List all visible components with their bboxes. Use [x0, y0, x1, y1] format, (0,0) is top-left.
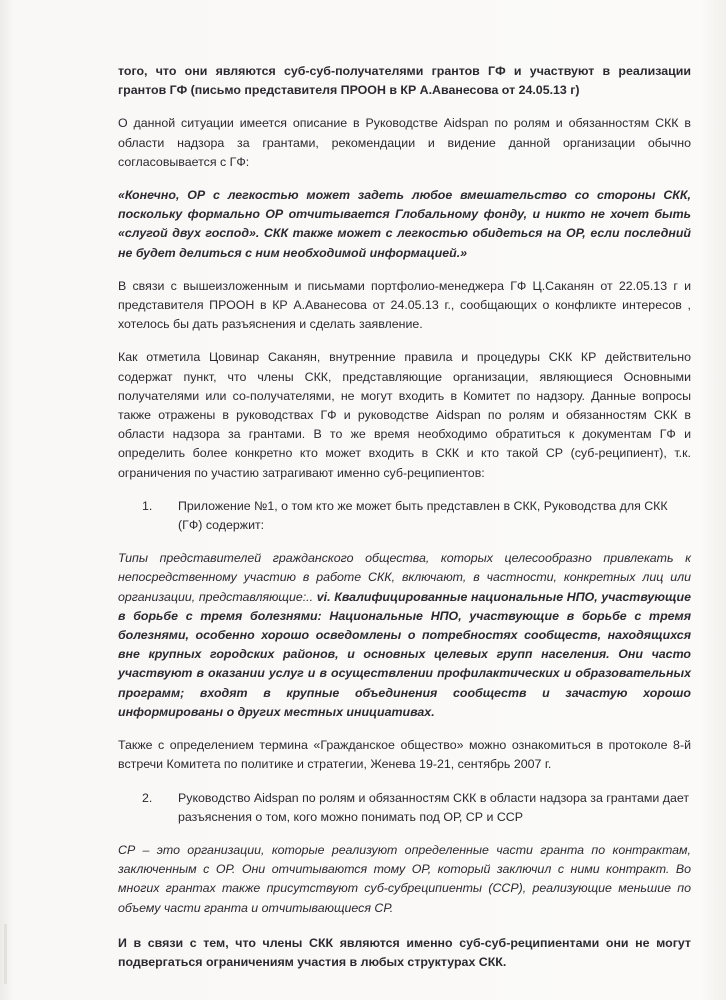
- paragraph-intro: того, что они являются суб-суб-получателями грантов ГФ и участвуют в реализации грантов ГФ (письмо представителя ПРООН в КР А.Аванесова от 24.05.13 г): [118, 64, 691, 98]
- list-item-2-text: Руководство Aidspan по ролям и обязанностям СКК в области надзора за грантами дает разъяснения о том, кого можно понимать под ОР, СР и ССР: [178, 790, 690, 824]
- paragraph-conclusion: И в связи с тем, что члены СКК являются именно суб-суб-реципиентами они не могут подвергаться ограничениям участия в любых структурах СКК.: [118, 935, 691, 969]
- paragraph-civil-society-definition: Также с определением термина «Гражданское общество» можно ознакомиться в протоколе 8-й встречи Комитета по политике и стратегии, Женева 19-21, сентябрь 2007 г.: [118, 738, 691, 772]
- paragraph-civil-society-types: [118, 549, 691, 722]
- list-item-1-number: 1.: [142, 498, 153, 513]
- paragraph-quote: «Конечно, ОР с легкостью может задеть любое вмешательство со стороны СКК, поскольку формально ОР отчитывается Глобальному фонду, и никто не хочет быть «слугой двух господ». СКК также может с легкостью обидеться на ОР, если последний не будет делиться с ним необходимой информацией.»: [118, 188, 691, 260]
- civil-society-types-italic: Типы представителей гражданского общества, которых целесообразно привлекать к непосредственному участию в работе СКК, включают, в частности, конкретных лиц или организации, представляющие:..: [118, 551, 691, 604]
- paragraph-sr-definition: СР – это организации, которые реализуют определенные части гранта по контрактам, заключенным с ОР. Они отчитываются тому ОР, который заключил с ними контракт. Во многих грантах также присутствуют суб-субреципиенты (ССР), реализующие меньшие по объему части гранта и отчитывающиеся СР.: [118, 842, 691, 915]
- civil-society-types-bold: vi. Квалифицированные национальные НПО, участвующие в борьбе с тремя болезнями: Национальные НПО, участвующие в борьбе с тремя болезнями, особенно хорошо осведомлены о потребностях сообществ, находящихся вне крупных городских районов, и основных целевых групп населения. Они часто участвуют в оказании услуг и в осуществлении профилактических и образовательных программ; входят в крупные объединения сообществ и зачастую хорошо информированы о других местных инициативах.: [118, 589, 691, 719]
- list-item-2-number: 2.: [142, 790, 153, 805]
- paragraph-rules: Как отметила Цовинар Саканян, внутренние правила и процедуры СКК КР действительно содержат пункт, что члены СКК, представляющие организации, являющиеся Основными получателями или со-получателями, не могут входить в Комитет по надзору. Данные вопросы также отражены в руководствах ГФ и руководстве Aidspan по ролям и обязанностям СКК в области надзора за грантами. В то же время необходимо обратиться к документам ГФ и определить более конкретно кто может входить в СКК и кто такой СР (суб-реципиент), т.к. ограничения по участию затрагивают именно суб-реципиентов:: [118, 350, 691, 480]
- paragraph-letters: В связи с вышеизложенным и письмами портфолио-менеджера ГФ Ц.Саканян от 22.05.13 г и представителя ПРООН в КР А.Аванесова от 24.05.13 г., сообщающих о конфликте интересов , хотелось бы дать разъяснения и сделать заявление.: [118, 278, 691, 332]
- scan-edge-mark: [4, 924, 7, 984]
- list-item-1: [142, 497, 691, 535]
- paragraph-aidspan-description: О данной ситуации имеется описание в Руководстве Aidspan по ролям и обязанностям СКК в области надзора за грантами, рекомендации и видение данной организации обычно согласовывается с ГФ:: [118, 116, 691, 169]
- list-item-2: [142, 789, 691, 827]
- document-body: [118, 62, 691, 972]
- list-item-1-text: Приложение №1, о том кто же может быть представлен в СКК, Руководства для СКК (ГФ) содержит:: [178, 498, 668, 533]
